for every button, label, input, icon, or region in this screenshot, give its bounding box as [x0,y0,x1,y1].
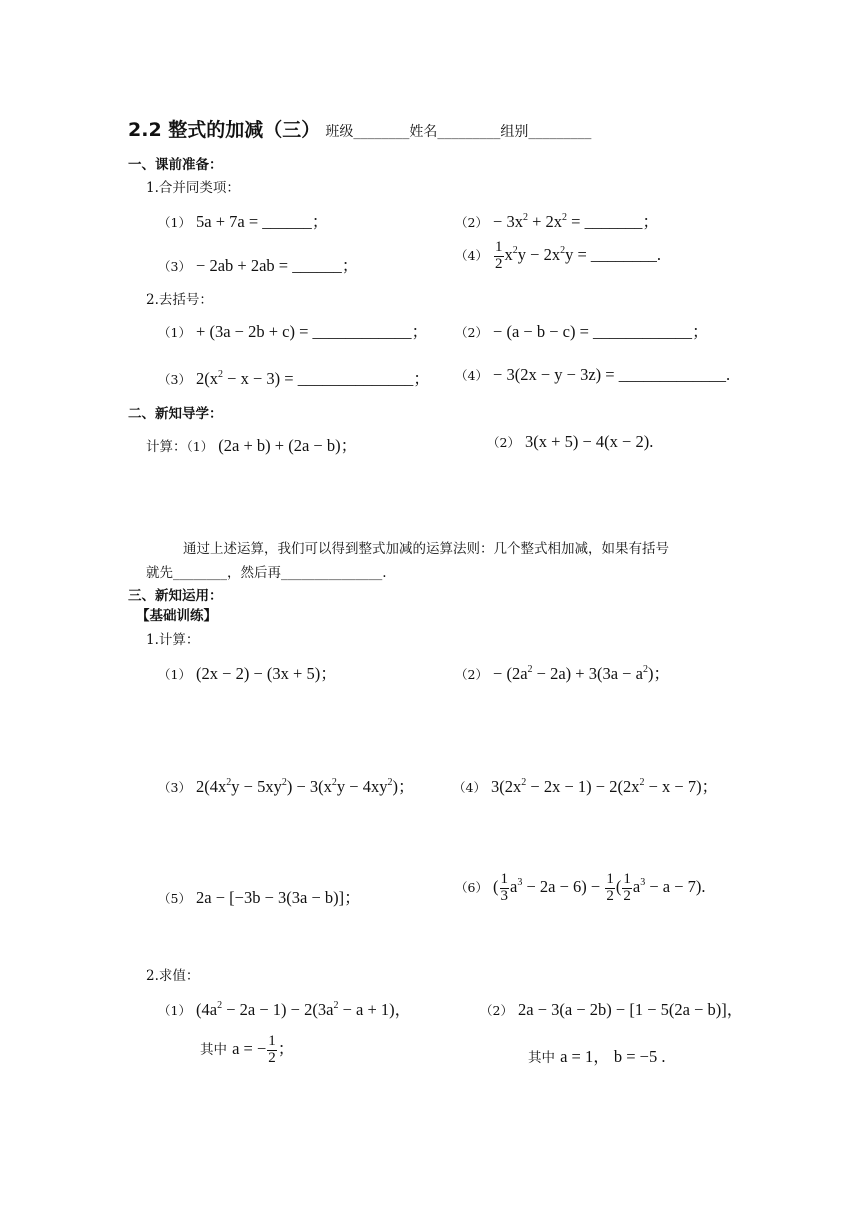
problem-item: （3） $2(4x^2y - 5xy^2) - 3(x^2y - 4xy^2)$； [158,777,415,796]
fraction: $\frac{1}{2}$ [606,871,614,904]
problem-item: （3） − 2ab + 2ab = ______； [158,256,359,275]
question-label: 1.合并同类项： [146,180,240,196]
question-label: 2.求值： [146,968,200,984]
problem-item: （6） ( $\frac{1}{3}$ $a^3 - 2a - 6$) − $\frac{1}{2}$ ( $\frac{1}{2}$ $a^3 - a - 7$). [455,871,706,904]
math-expression: $2(4x^2y - 5xy^2) - 3(x^2y - 4xy^2)$； [196,777,415,796]
page-title-row [128,115,591,142]
math-expression: $3(2x^2 - 2x - 1) - 2(2x^2 - x - 7)$； [491,777,719,796]
problem-item: $(2) - 3x^2 + 2x^2$ = _______； [455,212,659,231]
math-expression: (2a + b) + (2a − b)； [218,436,358,455]
page-subtitle-fields: 班级________姓名_________组别_________ [325,124,592,140]
math-expression: $(4a^2 - 2a - 1) - 2(3a^2 - a + 1)$， [196,1000,412,1019]
math-expression: ( $\frac{1}{3}$ $a^3 - 2a - 6$) − $\frac{1}{2}$ ( $\frac{1}{2}$ $a^3 - a - 7$). [493,871,706,904]
math-expression: − $3x^2 + 2x^2$ = _______； [493,212,659,231]
problem-item: （1） (2x − 2) − (3x + 5)； [158,664,337,683]
fraction: $\frac{1}{2}$ [495,239,503,272]
problem-item: （4） $3(2x^2 - 2x - 1) - 2(2x^2 - x - 7)$； [453,777,719,796]
math-expression: 2a − [−3b − 3(3a − b)]； [196,888,361,907]
math-expression: + (3a − 2b + c) = ____________； [196,322,429,341]
math-expression: − (a − b − c) = ____________； [493,322,709,341]
problem-item: （2） − (a − b − c) = ____________； [455,322,709,341]
problem-item: （2） 2a − 3(a − 2b) − [1 − 5(2a − b)]， [480,1000,744,1019]
math-expression: (2x − 2) − (3x + 5)； [196,664,337,683]
math-expression: − 2ab + 2ab = ______； [196,256,359,275]
fraction: $\frac{1}{2}$ [268,1033,276,1066]
section-heading: 三、新知运用： [128,588,223,604]
math-expression: a = 1， b = −5 . [560,1047,666,1066]
section-heading: 一、课前准备： [128,157,223,173]
question-label: 1.计算： [146,632,200,648]
math-expression: 2a − 3(a − 2b) − [1 − 5(2a − b)]， [518,1000,744,1019]
condition-line: 其中 a = − $\frac{1}{2}$ ； [200,1033,295,1066]
rule-statement-line: 就先________，然后再_______________. [146,565,387,581]
problem-item: （1） $(4a^2 - 2a - 1) - 2(3a^2 - a + 1)$， [158,1000,412,1019]
math-expression: a = − $\frac{1}{2}$ ； [232,1033,295,1066]
problem-item: （1） + (3a − 2b + c) = ____________； [158,322,429,341]
question-label: 2.去括号： [146,292,213,308]
math-expression: − 3(2x − y − 3z) = _____________. [493,365,731,384]
problem-item: $(2) - (2a^2 - 2a) + 3(3a - a^2)$； [455,664,670,683]
rule-statement-line: 通过上述运算，我们可以得到整式加减的运算法则：几个整式相加减，如果有括号 [183,541,669,557]
page-title: 2.2 整式的加减（三） [128,119,321,141]
math-expression: $2(x^2 - x - 3)$ = ______________； [196,369,430,388]
section-heading: 二、新知导学： [128,406,223,422]
subsection-heading: 【基础训练】 [136,608,217,624]
problem-item: （2） 3(x + 5) − 4(x − 2). [487,432,654,451]
problem-item: （3） $2(x^2 - x - 3)$ = ______________； [158,369,430,388]
problem-item: （1） 5a + 7a = ______； [158,212,329,231]
math-expression: 5a + 7a = ______； [196,212,329,231]
problem-item: （4） $\frac{1}{2}$ $x^2y - 2x^2y$ = ________. [455,239,662,272]
math-expression: 3(x + 5) − 4(x − 2). [525,432,654,451]
problem-item: （5） 2a − [−3b − 3(3a − b)]； [158,888,361,907]
math-expression: − $(2a^2 - 2a) + 3(3a - a^2)$； [493,664,670,683]
problem-item: （4） − 3(2x − y − 3z) = _____________. [455,365,731,384]
fraction: $\frac{1}{3}$ [500,871,509,904]
problem-item: 计算：（1） (2a + b) + (2a − b)； [146,436,358,455]
math-expression: $\frac{1}{2}$ $x^2y - 2x^2y$ = ________. [495,239,662,272]
condition-line: 其中 a = 1， b = −5 . [528,1047,666,1066]
fraction: $\frac{1}{2}$ [623,871,631,904]
